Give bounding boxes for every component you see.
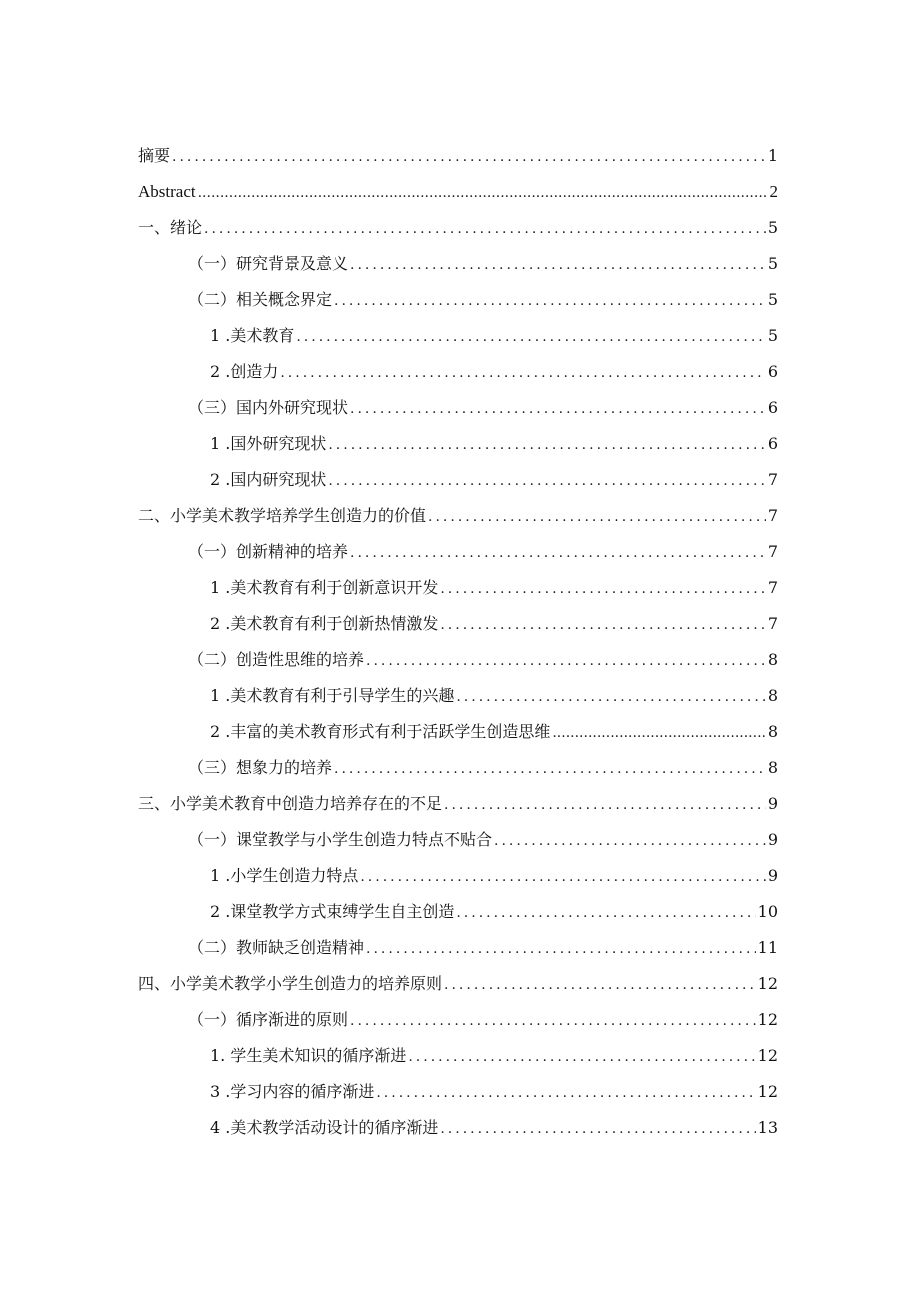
toc-entry-page: 12 (757, 974, 778, 993)
toc-entry-page: 8 (767, 686, 778, 705)
toc-leader-dots (440, 576, 765, 602)
toc-entry-page: 5 (767, 326, 778, 345)
toc-entry-page: 7 (767, 470, 778, 489)
toc-entry-abstract-cn[interactable] (138, 143, 778, 169)
toc-entry-section-1-1[interactable] (188, 251, 778, 277)
toc-entry-subsection-4-1-1[interactable] (210, 1043, 778, 1069)
toc-entry-page: 5 (767, 218, 778, 237)
toc-entry-page: 2 (769, 182, 778, 201)
toc-entry-title: （三）想象力的培养 (188, 758, 333, 777)
toc-entry-title: 2 .课堂教学方式束缚学生自主创造 (210, 902, 455, 921)
toc-entry-title: 1 .国外研究现状 (210, 434, 327, 453)
toc-leader-dots (350, 396, 766, 422)
toc-entry-title: （一）循序渐进的原则 (188, 1010, 349, 1029)
toc-entry-section-3-2[interactable] (188, 935, 778, 961)
toc-entry-section-1-2[interactable] (188, 287, 778, 313)
toc-entry-title: Abstract (138, 182, 196, 201)
toc-entry-subsection-2-2-2[interactable] (210, 719, 778, 745)
toc-leader-dots (172, 144, 766, 170)
toc-entry-title: 3 .学习内容的循序渐进 (210, 1082, 375, 1101)
toc-leader-dots (456, 900, 755, 926)
toc-entry-chapter-1[interactable] (138, 215, 778, 241)
toc-leader-dots (296, 324, 765, 350)
toc-leader-dots (444, 972, 756, 998)
toc-entry-page: 6 (767, 434, 778, 453)
toc-entry-title: （三）国内外研究现状 (188, 398, 349, 417)
toc-entry-section-1-3[interactable] (188, 395, 778, 421)
toc-entry-page: 5 (767, 254, 778, 273)
toc-entry-subsection-1-2-1[interactable] (210, 323, 778, 349)
toc-entry-chapter-2[interactable] (138, 503, 778, 529)
toc-entry-chapter-4[interactable] (138, 971, 778, 997)
toc-entry-title: （二）相关概念界定 (188, 290, 333, 309)
toc-entry-title: 一、绪论 (138, 218, 203, 237)
toc-leader-dots (334, 756, 766, 782)
toc-leader-dots (440, 1116, 755, 1142)
toc-entry-title: 三、小学美术教育中创造力培养存在的不足 (138, 794, 443, 813)
toc-entry-title: （一）创新精神的培养 (188, 542, 349, 561)
toc-entry-subsection-2-2-1[interactable] (210, 683, 778, 709)
toc-entry-title: 摘要 (138, 146, 171, 165)
toc-entry-page: 9 (767, 866, 778, 885)
toc-entry-title: （一）课堂教学与小学生创造力特点不贴合 (188, 830, 493, 849)
toc-leader-dots (494, 828, 766, 854)
toc-entry-subsection-3-1-1[interactable] (210, 863, 778, 889)
toc-entry-subsection-4-1-3[interactable] (210, 1079, 778, 1105)
toc-leader-dots (428, 504, 766, 530)
toc-entry-page: 7 (767, 614, 778, 633)
toc-leader-dots (366, 648, 766, 674)
toc-entry-title: （二）教师缺乏创造精神 (188, 938, 365, 957)
toc-entry-page: 1 (767, 146, 778, 165)
toc-entry-title: 2 .丰富的美术教育形式有利于活跃学生创造思维 (210, 722, 551, 741)
toc-entry-title: （二）创造性思维的培养 (188, 650, 365, 669)
toc-leader-dots (440, 612, 765, 638)
toc-entry-title: 二、小学美术教学培养学生创造力的价值 (138, 506, 427, 525)
toc-entry-page: 12 (757, 1010, 778, 1029)
toc-entry-title: 4 .美术教学活动设计的循序渐进 (210, 1118, 439, 1137)
toc-leader-dots (328, 432, 765, 458)
toc-entry-title: 2 .创造力 (210, 362, 279, 381)
toc-leader-dots (376, 1080, 755, 1106)
toc-entry-page: 9 (767, 794, 778, 813)
toc-entry-title: （一）研究背景及意义 (188, 254, 349, 273)
toc-leader-dots (444, 792, 766, 818)
toc-entry-subsection-4-1-4[interactable] (210, 1115, 778, 1141)
toc-entry-title: 1 .美术教育有利于创新意识开发 (210, 578, 439, 597)
toc-entry-page: 8 (767, 758, 778, 777)
toc-entry-chapter-3[interactable] (138, 791, 778, 817)
toc-entry-page: 12 (757, 1046, 778, 1065)
toc-entry-title: 1. 学生美术知识的循序渐进 (210, 1046, 407, 1065)
toc-entry-page: 7 (767, 578, 778, 597)
toc-entry-section-3-1[interactable] (188, 827, 778, 853)
toc-entry-title: 2 .美术教育有利于创新热情激发 (210, 614, 439, 633)
toc-leader-dots (198, 180, 768, 206)
toc-entry-page: 10 (757, 902, 778, 921)
toc-entry-title: 1 .美术教育 (210, 326, 295, 345)
toc-entry-page: 11 (757, 938, 778, 957)
toc-entry-subsection-1-3-1[interactable] (210, 431, 778, 457)
toc-entry-page: 8 (767, 650, 778, 669)
toc-entry-title: 四、小学美术教学小学生创造力的培养原则 (138, 974, 443, 993)
toc-entry-page: 8 (767, 722, 778, 741)
toc-leader-dots (328, 468, 765, 494)
toc-entry-title: 2 .国内研究现状 (210, 470, 327, 489)
toc-entry-section-2-3[interactable] (188, 755, 778, 781)
toc-entry-subsection-3-1-2[interactable] (210, 899, 778, 925)
toc-leader-dots (280, 360, 765, 386)
toc-leader-dots (350, 1008, 756, 1034)
toc-entry-abstract-en[interactable] (138, 179, 778, 205)
toc-leader-dots (456, 684, 765, 710)
toc-leader-dots (350, 252, 766, 278)
toc-entry-section-2-1[interactable] (188, 539, 778, 565)
toc-entry-subsection-2-1-2[interactable] (210, 611, 778, 637)
toc-leader-dots (204, 216, 766, 242)
toc-leader-dots (360, 864, 765, 890)
toc-entry-page: 7 (767, 542, 778, 561)
toc-entry-subsection-1-2-2[interactable] (210, 359, 778, 385)
toc-entry-subsection-1-3-2[interactable] (210, 467, 778, 493)
toc-leader-dots (366, 936, 756, 962)
toc-entry-page: 13 (757, 1118, 778, 1137)
toc-entry-page: 6 (767, 398, 778, 417)
toc-entry-page: 9 (767, 830, 778, 849)
toc-entry-title: 1 .美术教育有利于引导学生的兴趣 (210, 686, 455, 705)
toc-leader-dots (350, 540, 766, 566)
toc-entry-section-2-2[interactable] (188, 647, 778, 673)
toc-entry-subsection-2-1-1[interactable] (210, 575, 778, 601)
toc-leader-dots (408, 1044, 755, 1070)
toc-entry-page: 6 (767, 362, 778, 381)
toc-entry-page: 5 (767, 290, 778, 309)
toc-entry-section-4-1[interactable] (188, 1007, 778, 1033)
toc-entry-page: 7 (767, 506, 778, 525)
toc-leader-dots (334, 288, 766, 314)
toc-leader-dots (552, 720, 765, 746)
toc-entry-title: 1 .小学生创造力特点 (210, 866, 359, 885)
toc-entry-page: 12 (757, 1082, 778, 1101)
